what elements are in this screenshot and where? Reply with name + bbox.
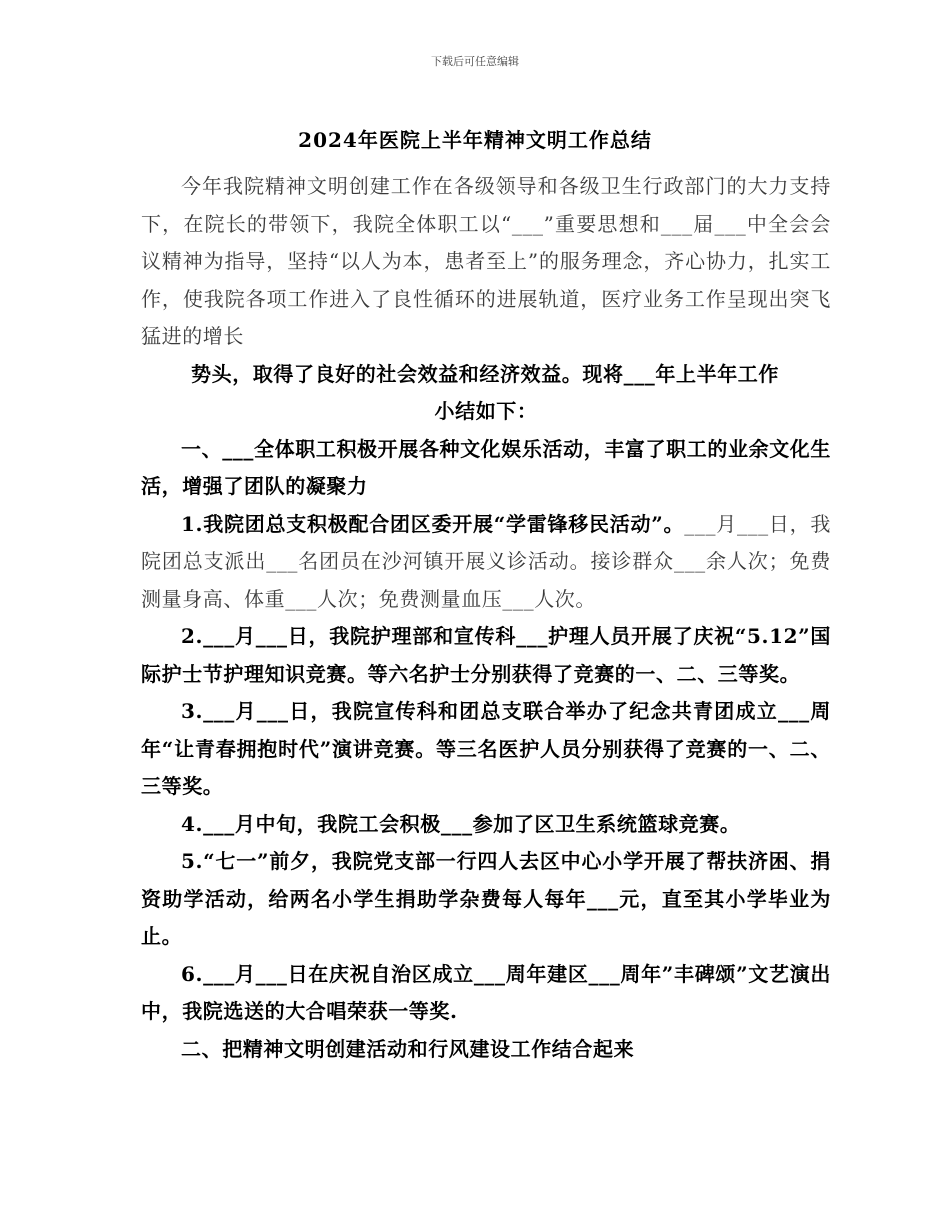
document-body xyxy=(141,168,831,1068)
paragraph-item-6: 6.___月___日在庆祝自治区成立___周年建区___周年”丰碑颂”文艺演出中，我院选送的大合唱荣获一等奖. xyxy=(141,961,831,1023)
paragraph-item-2: 2.___月___日，我院护理部和宣传科___护理人员开展了庆祝“5.12”国际护士节护理知识竞赛。等六名护士分别获得了竞赛的一、二、三等奖。 xyxy=(141,624,831,686)
item-1-lead: 1.我院团总支积极配合团区委开展“学雷锋移民活动”。 xyxy=(181,511,685,536)
paragraph-intro-continued: 势头，取得了良好的社会效益和经济效益。现将___年上半年工作 xyxy=(191,361,779,386)
section-heading-1: 一、___全体职工积极开展各种文化娱乐活动，丰富了职工的业余文化生活，增强了团队的凝聚力 xyxy=(141,436,831,498)
section-heading-2: 二、把精神文明创建活动和行风建设工作结合起来 xyxy=(181,1036,635,1061)
document-title: 2024年医院上半年精神文明工作总结 xyxy=(298,128,652,152)
paragraph-intro: 今年我院精神文明创建工作在各级领导和各级卫生行政部门的大力支持下，在院长的带领下，我院全体职工以“___”重要思想和___届___中全会会议精神为指导，坚持“以人为本，患者至上”的服务理念，齐心协力，扎实工作，使我院各项工作进入了良性循环的进展轨道，医疗业务工作呈现出突飞猛进的增长 xyxy=(141,174,831,348)
paragraph-summary-lead: 小结如下： xyxy=(434,399,538,423)
item-1-detail: ___月___日，我院团总支派出___名团员在沙河镇开展义诊活动。接诊群众___余人次；免费测量身高、体重___人次；免费测量血压___人次。 xyxy=(141,511,831,611)
paragraph-item-5: 5.“七一”前夕，我院党支部一行四人去区中心小学开展了帮扶济困、捐资助学活动，给两名小学生捐助学杂费每人每年___元，直至其小学毕业为止。 xyxy=(141,849,831,948)
header-note: 下载后可任意编辑 xyxy=(431,55,519,68)
paragraph-item-4: 4.___月中旬，我院工会积极___参加了区卫生系统篮球竞赛。 xyxy=(181,811,741,836)
paragraph-item-1 xyxy=(141,506,831,619)
paragraph-item-3: 3.___月___日，我院宣传科和团总支联合举办了纪念共青团成立___周年“让青春拥抱时代”演讲竞赛。等三名医护人员分别获得了竞赛的一、二、三等奖。 xyxy=(141,699,831,798)
